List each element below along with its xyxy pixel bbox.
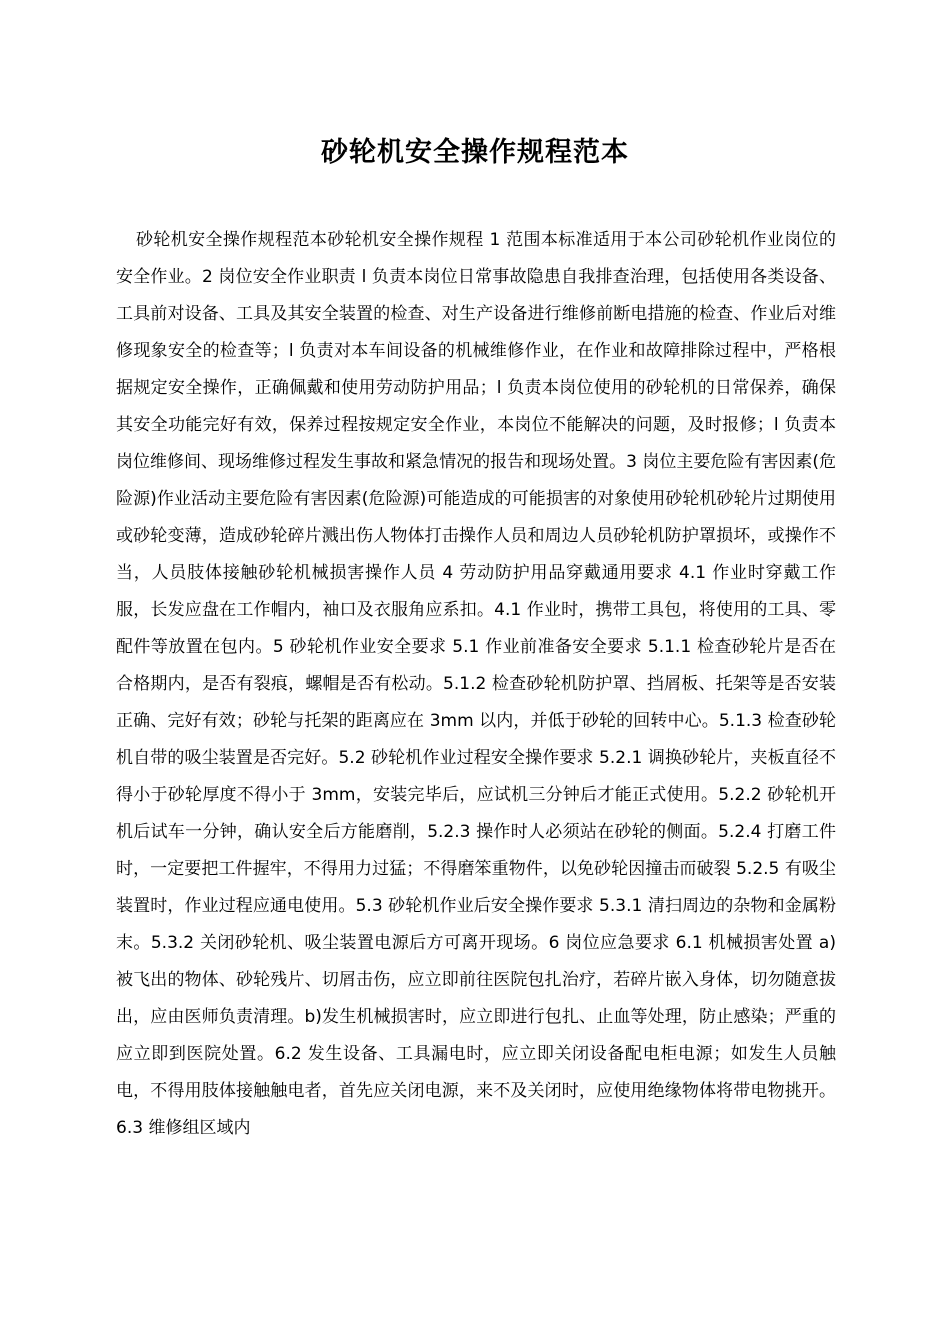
document-body-paragraph: 砂轮机安全操作规程范本砂轮机安全操作规程 1 范围本标准适用于本公司砂轮机作业岗位的安全作业。2 岗位安全作业职责 l 负责本岗位日常事故隐患自我排查治理，包括使用各类设备、工具前对设备、工具及其安全装置的检查、对生产设备进行维修前断电措施的检查、作业后对维修现象安全的检查等；l 负责对本车间设备的机械维修作业，在作业和故障排除过程中，严格根据规定安全操作，正确佩戴和使用劳动防护用品；l 负责本岗位使用的砂轮机的日常保养，确保其安全功能完好有效，保养过程按规定安全作业，本岗位不能解决的问题，及时报修；l 负责本岗位维修间、现场维修过程发生事故和紧急情况的报告和现场处置。3 岗位主要危险有害因素(危险源)作业活动主要危险有害因素(危险源)可能造成的可能损害的对象使用砂轮机砂轮片过期使用或砂轮变薄，造成砂轮碎片溅出伤人物体打击操作人员和周边人员砂轮机防护罩损坏，或操作不当，人员肢体接触砂轮机械损害操作人员 4 劳动防护用品穿戴通用要求 4.1 作业时穿戴工作服，长发应盘在工作帽内，袖口及衣服角应系扣。4.1 作业时，携带工具包，将使用的工具、零配件等放置在包内。5 砂轮机作业安全要求 5.1 作业前准备安全要求 5.1.1 检查砂轮片是否在合格期内，是否有裂痕，螺帽是否有松动。5.1.2 检查砂轮机防护罩、挡屑板、托架等是否安装正确、完好有效；砂轮与托架的距离应在 3mm 以内，并低于砂轮的回转中心。5.1.3 检查砂轮机自带的吸尘装置是否完好。5.2 砂轮机作业过程安全操作要求 5.2.1 调换砂轮片，夹板直径不得小于砂轮厚度不得小于 3mm，安装完毕后，应试机三分钟后才能正式使用。5.2.2 砂轮机开机后试车一分钟，确认安全后方能磨削，5.2.3 操作时人必须站在砂轮的侧面。5.2.4 打磨工件时，一定要把工件握牢，不得用力过猛；不得磨笨重物件，以免砂轮因撞击而破裂 5.2.5 有吸尘装置时，作业过程应通电使用。5.3 砂轮机作业后安全操作要求 5.3.1 清扫周边的杂物和金属粉末。5.3.2 关闭砂轮机、吸尘装置电源后方可离开现场。6 岗位应急要求 6.1 机械损害处置 a)被飞出的物体、砂轮残片、切屑击伤，应立即前往医院包扎治疗，若碎片嵌入身体，切勿随意拔出，应由医师负责清理。b)发生机械损害时，应立即进行包扎、止血等处理，防止感染；严重的应立即到医院处置。6.2 发生设备、工具漏电时，应立即关闭设备配电柜电源；如发生人员触电，不得用肢体接触触电者，首先应关闭电源，来不及关闭时，应使用绝缘物体将带电物挑开。6.3 维修组区域内 [116,230,836,1138]
document-title: 砂轮机安全操作规程范本 [321,137,629,168]
